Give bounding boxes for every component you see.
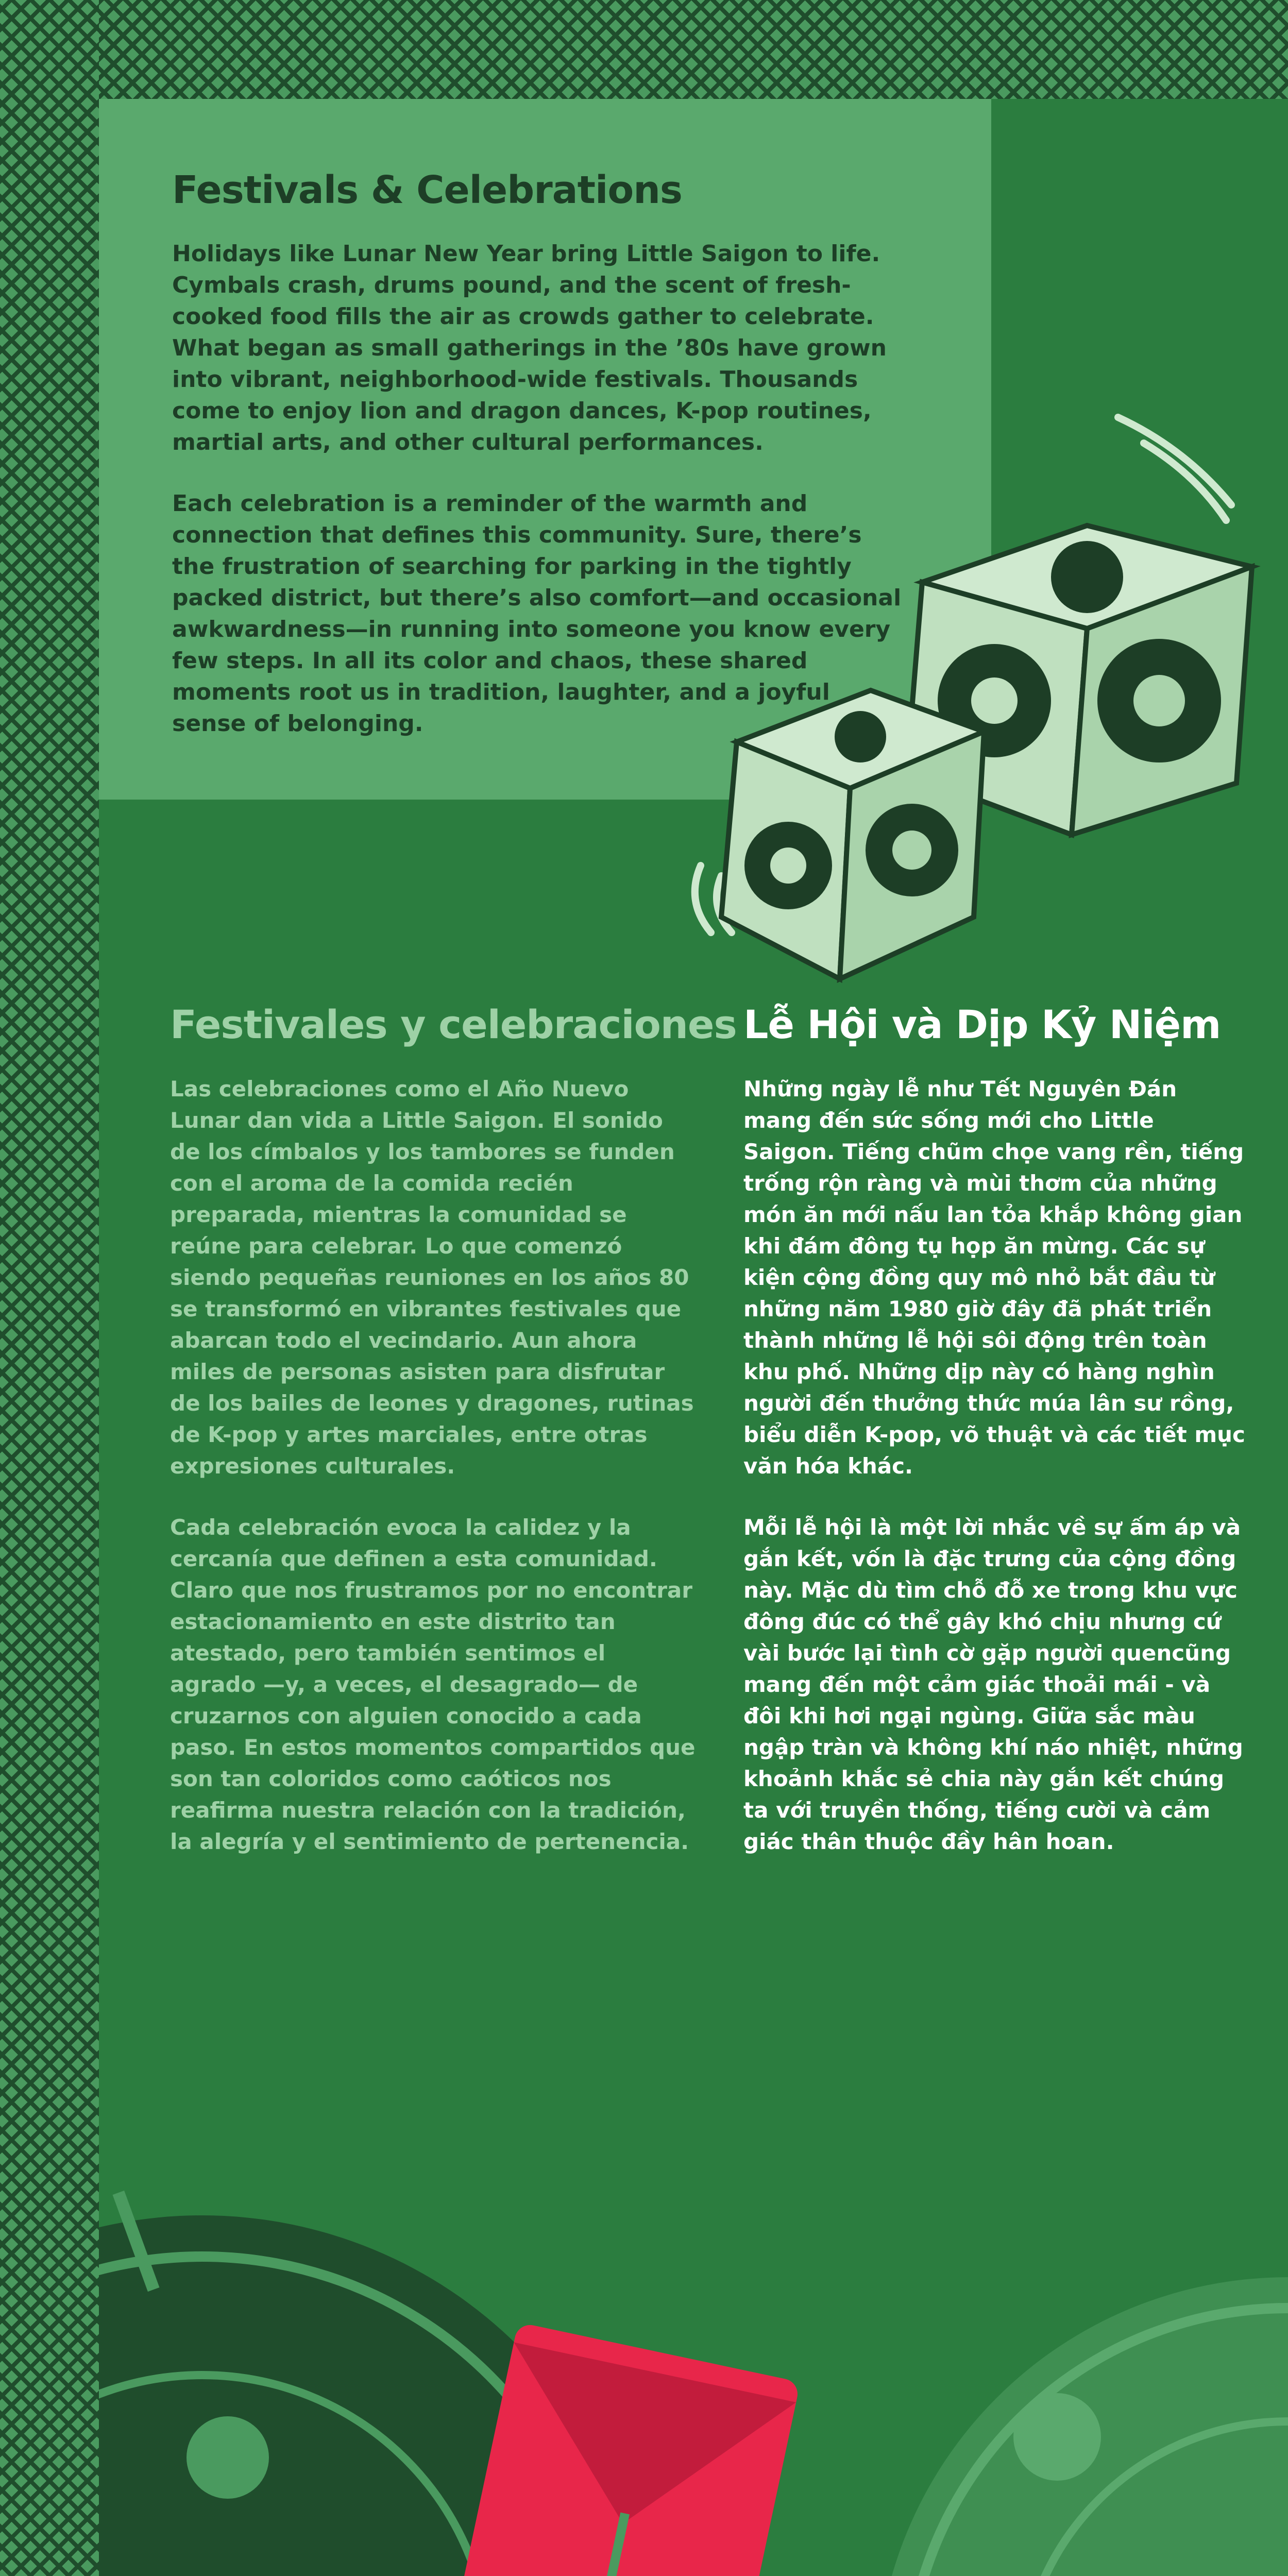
english-title: Festivals & Celebrations	[172, 168, 682, 212]
english-paragraph-2: Each celebration is a reminder of the warmth and connection that defines this community. Sure, there’s the frustration of searching for parking in the tightly packed district, but there’s also comfort—and occasional awkwardness—in running into someone you know every few steps. In all its color and chaos, these shared moments root us in tradition, laughter, and a joyful sense of belonging.	[172, 490, 902, 737]
vietnamese-body	[743, 1073, 1248, 1887]
vietnamese-paragraph-2: Mỗi lễ hội là một lời nhắc về sự ấm áp và gắn kết, vốn là đặc trưng của cộng đồng này. Mặc dù tìm chỗ đỗ xe trong khu vực đông đúc có thể gây khó chịu nhưng cứ vài bước lại tình cờ gặp người quencũng mang đến một cảm giác thoải mái - và đôi khi hơi ngại ngùng. Giữa sắc màu ngập tràn và không khí náo nhiệt, những khoảnh khắc sẻ chia này gắn kết chúng ta với truyền thống, tiếng cười và cảm giác thân thuộc đầy hân hoan.	[743, 1515, 1243, 1854]
english-body	[172, 238, 904, 769]
spanish-paragraph-1: Las celebraciones como el Año Nuevo Lunar dan vida a Little Saigon. El sonido de los címbalos y los tambores se funden con el aroma de la comida recién preparada, mientras la comunidad se reúne para celebrar. Lo que comenzó siendo pequeñas reuniones en los años 80 se transformó en vibrantes festivales que abarcan todo el vecindario. Aun ahora miles de personas asisten para disfrutar de los bailes de leones y dragones, rutinas de K-pop y artes marciales, entre otras expresiones culturales.	[170, 1076, 694, 1479]
zodiac-wheel-right	[876, 2277, 1288, 2576]
spanish-paragraph-2: Cada celebración evoca la calidez y la cercanía que definen a esta comunidad. Claro que nos frustramos por no encontrar estacionamiento en este distrito tan atestado, pero también sentimos el agrado —y, a veces, el desagrado— de cruzarnos con alguien conocido a cada paso. En estos momentos compartidos que son tan coloridos como caóticos nos reafirma nuestra relación con la tradición, la alegría y el sentimiento de pertenencia.	[170, 1515, 696, 1854]
vietnamese-title: Lễ Hội và Dịp Kỷ Niệm	[743, 1002, 1221, 1047]
spanish-title: Festivales y celebraciones	[170, 1002, 737, 1047]
vietnamese-paragraph-1: Những ngày lễ như Tết Nguyên Đán mang đến sức sống mới cho Little Saigon. Tiếng chũm chọe vang rền, tiếng trống rộn ràng và mùi thơm của những món ăn mới nấu lan tỏa khắp không gian khi đám đông tụ họp ăn mừng. Các sự kiện cộng đồng quy mô nhỏ bắt đầu từ những năm 1980 giờ đây đã phát triển thành những lễ hội sôi động trên toàn khu phố. Những dịp này có hàng nghìn người đến thưởng thức múa lân sư rồng, biểu diễn K-pop, võ thuật và các tiết mục văn hóa khác.	[743, 1076, 1245, 1479]
chevron-border-top	[0, 0, 1288, 99]
chevron-border-left	[0, 0, 99, 2576]
spanish-body	[170, 1073, 696, 1887]
english-paragraph-1: Holidays like Lunar New Year bring Little Saigon to life. Cymbals crash, drums pound, and the scent of fresh-cooked food fills the air as crowds gather to celebrate. What began as small gatherings in the ’80s have grown into vibrant, neighborhood-wide festivals. Thousands come to enjoy lion and dragon dances, K-pop routines, martial arts, and other cultural performances.	[172, 241, 887, 455]
festival-bottom-illustration	[99, 2148, 1288, 2576]
